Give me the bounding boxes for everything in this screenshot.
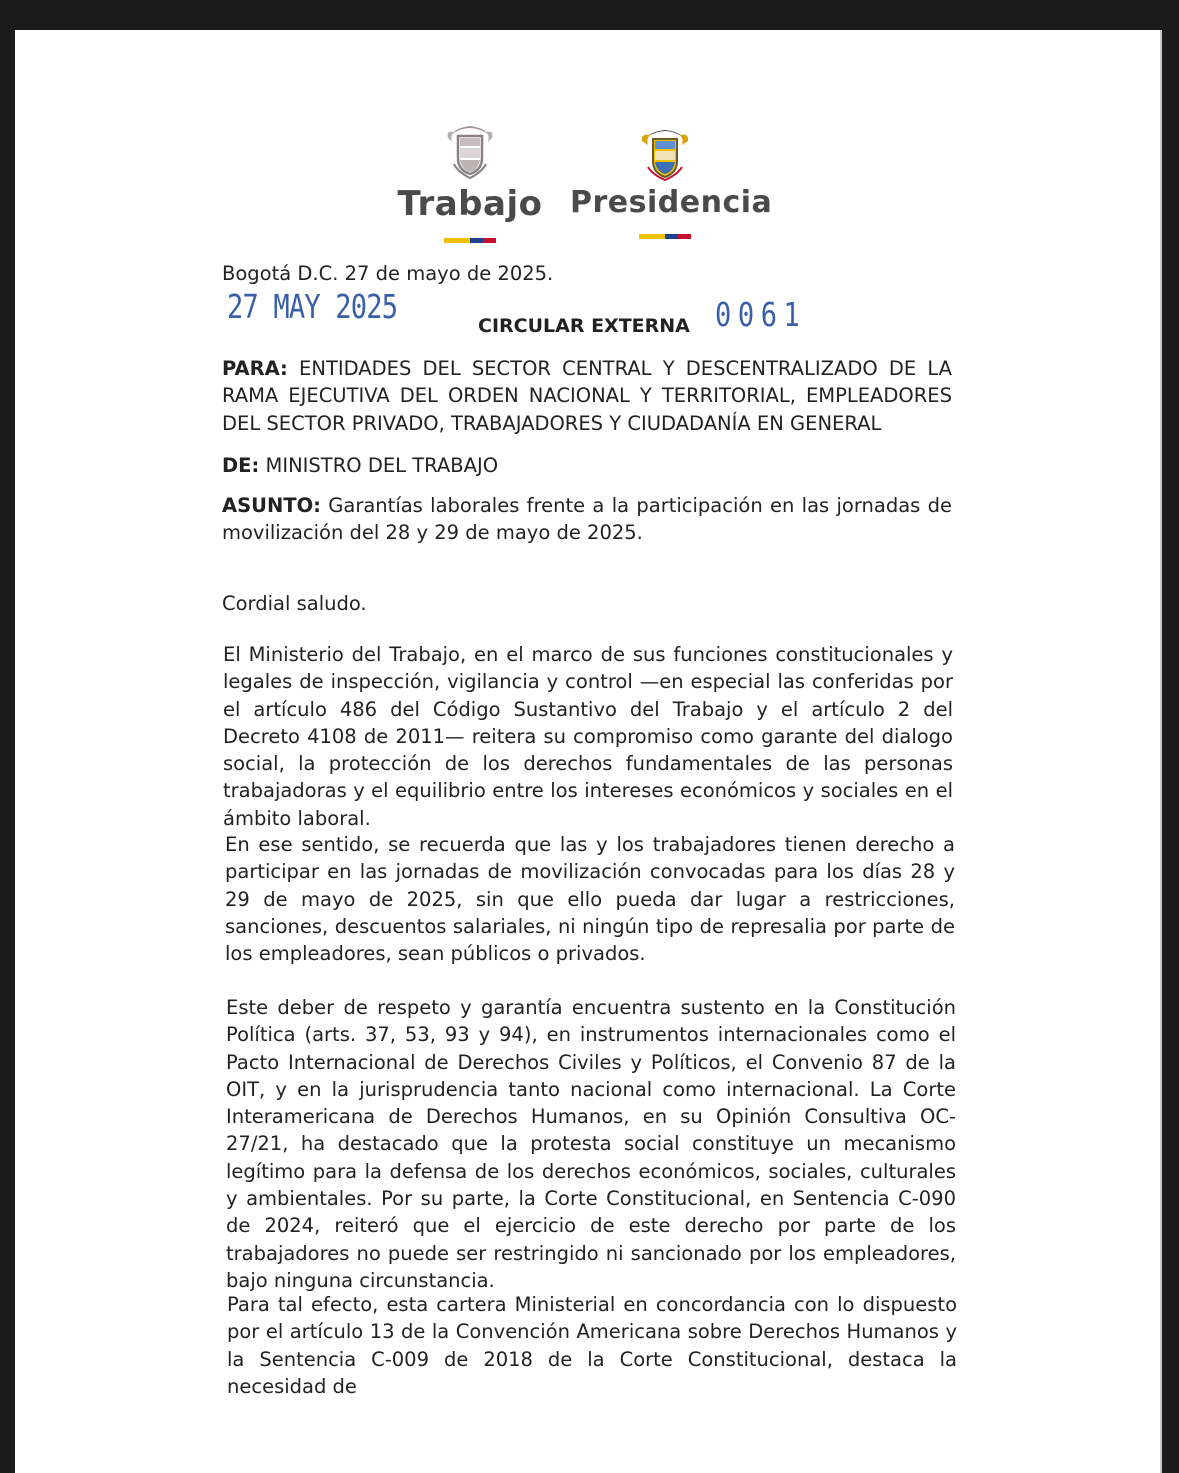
flag-yellow [639,234,665,239]
date-stamp: 27 MAY 2025 [227,287,398,326]
body-paragraph: En ese sentido, se recuerda que las y los trabajadores tienen derecho a participar en las jornadas de movilización convocadas para los días 28 y 29 de mayo de 2025, sin que ello pueda dar lugar a restricciones, sanciones, descuentos salariales, ni ningún tipo de represalia por parte de los empleadores, sean públicos o privados. [225,833,955,966]
flag-blue [665,234,678,239]
body-paragraph: El Ministerio del Trabajo, en el marco de sus funciones constitucionales y legales de inspección, vigilancia y control —en especial las conferidas por el artículo 486 del Código Sustantivo del Trabajo y el artículo 2 del Decreto 4108 de 2011— reitera su compromiso como garante del dialogo social, la protección de los derechos fundamentales de las personas trabajadoras y el equilibrio entre los intereses económicos y sociales en el ámbito laboral. [223,643,953,830]
asunto-label: ASUNTO: [222,494,321,517]
asunto-field [222,492,952,547]
flag-bar [444,238,496,243]
para-field [222,355,952,437]
flag-yellow [444,238,470,243]
flag-bar [639,234,691,239]
para-text: ENTIDADES DEL SECTOR CENTRAL Y DESCENTRALIZADO DE LA RAMA EJECUTIVA DEL ORDEN NACIONAL Y TERRITORIAL, EMPLEADORES DEL SECTOR PRIVADO, TRABAJADORES Y CIUDADANÍA EN GENERAL [222,357,953,435]
flag-red [483,238,496,243]
greeting: Cordial saludo. [222,592,367,615]
para-label: PARA: [222,357,288,380]
circular-number-stamp: 0061 [715,295,807,334]
body-paragraph: Para tal efecto, esta cartera Ministerial en concordancia con lo dispuesto por el artículo 13 de la Convención Americana sobre Derechos Humanos y la Sentencia C-009 de 2018 de la Corte Constitucional, destaca la necesidad de [227,1293,957,1398]
coat-of-arms-icon [444,120,496,180]
logo-presidencia-name: Presidencia [570,185,773,220]
coat-of-arms-icon [639,125,691,181]
logo-presidencia [570,125,773,239]
de-label: DE: [222,454,260,477]
de-field [222,452,952,479]
flag-blue [470,238,483,243]
asunto-text: Garantías laborales frente a la participación en las jornadas de movilización del 28 y 29 de mayo de 2025. [222,494,952,545]
de-text: MINISTRO DEL TRABAJO [265,454,499,477]
logo-trabajo-name: Trabajo [397,184,543,224]
flag-red [678,234,691,239]
circular-title: CIRCULAR EXTERNA [478,315,690,337]
body-paragraph: Este deber de respeto y garantía encuentra sustento en la Constitución Política (arts. 37, 53, 93 y 94), en instrumentos internacionales como el Pacto Internacional de Derechos Civiles y Políticos, el Convenio 87 de la OIT, y en la jurisprudencia tanto nacional como internacional. La Corte Interamericana de Derechos Humanos, en su Opinión Consultiva OC-27/21, ha destacado que la protesta social constituye un mecanismo legítimo para la defensa de los derechos económicos, sociales, culturales y ambientales. Por su parte, la Corte Constitucional, en Sentencia C-090 de 2024, reiteró que el ejercicio de este derecho por parte de los trabajadores no puede ser restringido ni sancionado por los empleadores, bajo ninguna circunstancia. [226,996,956,1292]
logo-trabajo [395,120,545,243]
document-page [15,30,1162,1473]
date-line: Bogotá D.C. 27 de mayo de 2025. [222,262,554,285]
